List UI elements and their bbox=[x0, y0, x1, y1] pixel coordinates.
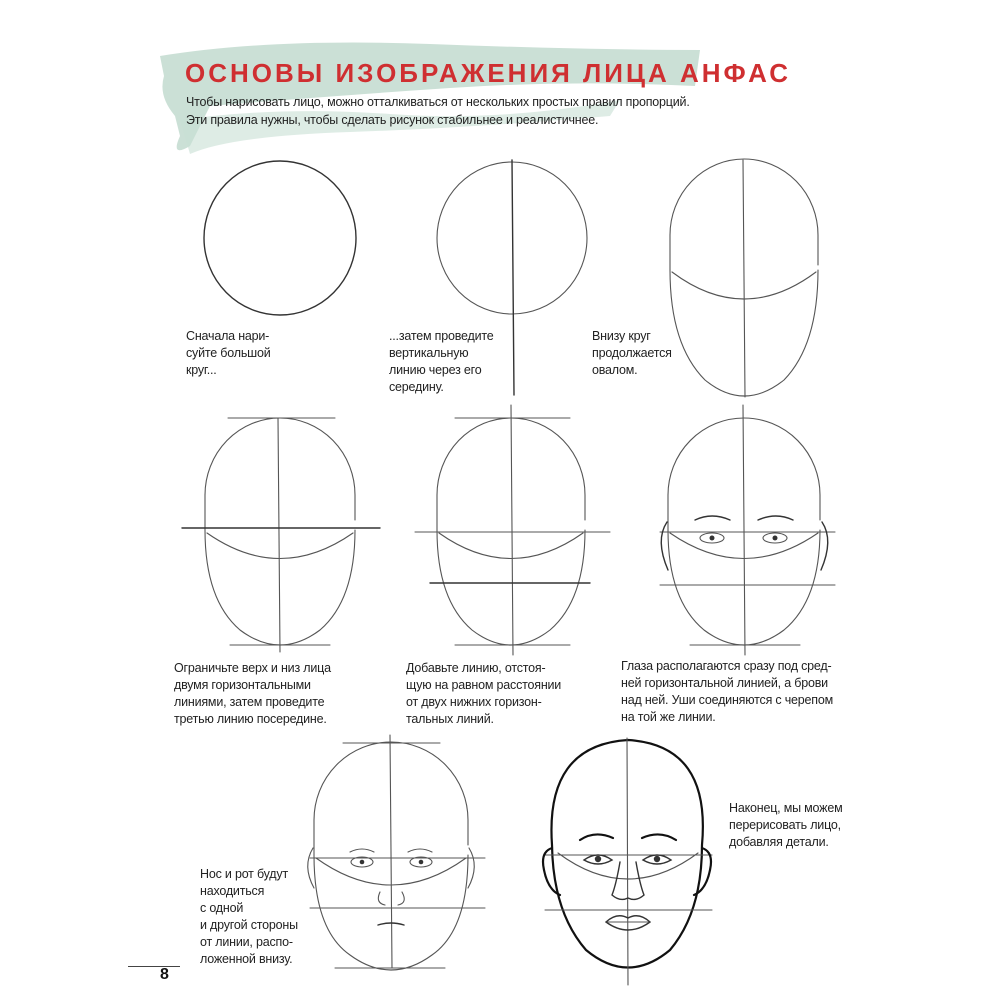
caption-line: тальных линий. bbox=[406, 712, 494, 726]
caption-line: Добавьте линию, отстоя- bbox=[406, 661, 546, 675]
caption-line: линию через его bbox=[389, 363, 482, 377]
caption-line: на той же линии. bbox=[621, 710, 716, 724]
caption-line: продолжается bbox=[592, 346, 672, 360]
step-7-caption bbox=[200, 866, 298, 968]
step-8-caption bbox=[729, 800, 842, 851]
step-6-eyes-ears-drawing bbox=[660, 405, 835, 655]
page-number: 8 bbox=[160, 966, 169, 983]
caption-line: Наконец, мы можем bbox=[729, 801, 843, 815]
step-1-caption bbox=[186, 328, 271, 379]
caption-line: от двух нижних горизон- bbox=[406, 695, 542, 709]
page-number-rule bbox=[128, 966, 180, 967]
caption-line: середину. bbox=[389, 380, 444, 394]
caption-line: перерисовать лицо, bbox=[729, 818, 841, 832]
caption-line: линиями, затем проведите bbox=[174, 695, 325, 709]
caption-line: ложенной внизу. bbox=[200, 952, 293, 966]
caption-line: добавляя детали. bbox=[729, 835, 829, 849]
caption-line: находиться bbox=[200, 884, 265, 898]
step-4-horizontal-lines-drawing bbox=[182, 418, 380, 652]
step-5-caption bbox=[406, 660, 561, 728]
caption-line: и другой стороны bbox=[200, 918, 298, 932]
caption-line: овалом. bbox=[592, 363, 638, 377]
caption-line: Ограничьте верх и низ лица bbox=[174, 661, 331, 675]
caption-line: Глаза располагаются сразу под сред- bbox=[621, 659, 832, 673]
intro-line: Чтобы нарисовать лицо, можно отталкиваться от нескольких простых правил пропорций. bbox=[186, 95, 690, 109]
step-7-nose-mouth-drawing bbox=[308, 735, 485, 970]
caption-line: круг... bbox=[186, 363, 217, 377]
caption-line: от линии, распо- bbox=[200, 935, 293, 949]
caption-line: ней горизонтальной линией, а брови bbox=[621, 676, 828, 690]
step-4-caption bbox=[174, 660, 331, 728]
caption-line: суйте большой bbox=[186, 346, 271, 360]
page-title: ОСНОВЫ ИЗОБРАЖЕНИЯ ЛИЦА АНФАС bbox=[185, 58, 791, 88]
caption-line: Сначала нари- bbox=[186, 329, 270, 343]
caption-line: вертикальную bbox=[389, 346, 469, 360]
step-3-oval-drawing bbox=[670, 159, 818, 397]
caption-line: ...затем проведите bbox=[389, 329, 494, 343]
caption-line: третью линию посередине. bbox=[174, 712, 327, 726]
step-1-circle-drawing bbox=[204, 161, 356, 315]
caption-line: щую на равном расстоянии bbox=[406, 678, 562, 692]
caption-line: с одной bbox=[200, 901, 244, 915]
step-8-final-face-drawing bbox=[543, 738, 712, 985]
caption-line: двумя горизонтальными bbox=[174, 678, 311, 692]
caption-line: Нос и рот будут bbox=[200, 867, 288, 881]
step-3-caption bbox=[592, 328, 672, 379]
intro-line: Эти правила нужны, чтобы сделать рисунок стабильнее и реалистичнее. bbox=[186, 113, 599, 127]
step-6-caption bbox=[621, 658, 833, 726]
step-5-nose-line-drawing bbox=[415, 405, 610, 655]
step-2-caption bbox=[389, 328, 494, 396]
caption-line: Внизу круг bbox=[592, 329, 651, 343]
caption-line: над ней. Уши соединяются с черепом bbox=[621, 693, 834, 707]
